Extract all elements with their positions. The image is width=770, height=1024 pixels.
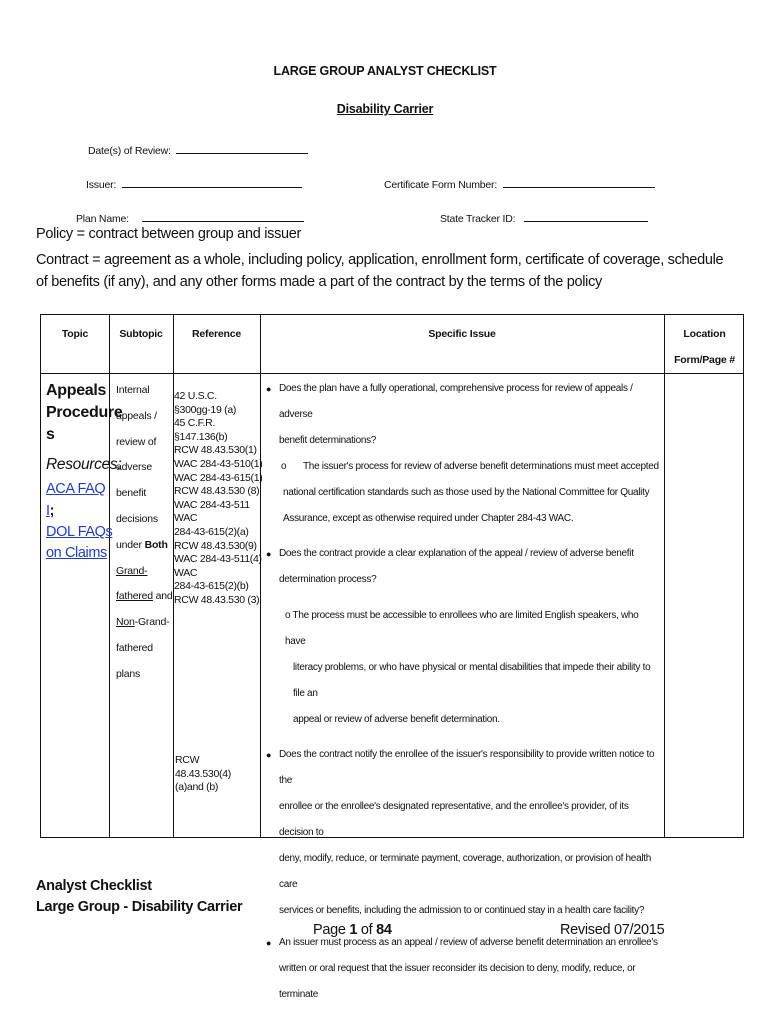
topic-title-line: Procedure — [46, 404, 123, 421]
reference-citations: 42 U.S.C. §300gg-19 (a) 45 C.F.R. §147.136(b) RCW 48.43.530(1) WAC 284-43-510(1) WAC 284-43-615(1) RCW 48.43.530 (8) WAC 284-43-511 WAC 284-43-615(2)(a) RCW 48.43.530(9) WAC 284-43-511(4) WAC 284-43-615(2)(b) RCW 48.43.530 (3) — [174, 390, 263, 606]
subtopic-line: decisions — [116, 512, 158, 525]
subtopic-line: fathered — [116, 641, 153, 654]
document-title: LARGE GROUP ANALYST CHECKLIST — [273, 64, 497, 78]
page-current: 1 — [349, 922, 358, 938]
certificate-form-number-label: Certificate Form Number: — [384, 179, 498, 191]
subtopic-both: Both — [144, 538, 168, 551]
subtopic-cell — [116, 378, 176, 688]
issue-bullet — [265, 930, 661, 1008]
issuer-field — [86, 176, 302, 191]
subtopic-line: plans — [116, 667, 141, 680]
subtopic-line: Internal — [116, 384, 150, 396]
page-prefix: Page — [313, 922, 350, 938]
resource-link-row — [46, 478, 116, 522]
footer-left — [36, 876, 242, 918]
issue-line: o The process must be accessible to enrollees who are limited English speakers, who have — [285, 610, 639, 647]
footer-checklist-name: Analyst Checklist — [36, 878, 152, 894]
dates-of-review-blank[interactable] — [176, 142, 308, 154]
header-divider — [41, 373, 743, 374]
topic-title-line: s — [46, 426, 55, 443]
plan-name-label: Plan Name: — [76, 213, 129, 225]
subtopic-line: review of — [116, 435, 157, 448]
issue-line: services or benefits, including the admission to or continued stay in a health care facility? — [279, 905, 645, 916]
issue-line: Does the contract notify the enrollee of the issuer's responsibility to provide written notice to the — [279, 749, 655, 786]
subtopic-grand: Grand- — [116, 564, 148, 577]
issue-line — [279, 454, 661, 480]
state-tracker-id-blank[interactable] — [524, 210, 648, 222]
issue-bullet — [265, 742, 661, 924]
column-header-topic: Topic — [61, 328, 89, 340]
bullet-icon: ● — [266, 938, 272, 948]
issue-subpoint — [265, 454, 661, 532]
subtopic-fathered: fathered — [116, 590, 153, 603]
specific-issue-cell — [265, 376, 661, 1008]
aca-faq-link[interactable]: ACA FAQ I — [46, 481, 106, 519]
document-subtitle: Disability Carrier — [336, 102, 434, 116]
revision-date: Revised 07/2015 — [560, 922, 665, 938]
subtopic-line — [116, 533, 176, 559]
column-divider — [664, 315, 665, 837]
certificate-form-number-field — [384, 176, 655, 191]
dol-faqs-link-continued[interactable]: on Claims — [46, 545, 107, 561]
issuer-blank[interactable] — [122, 176, 302, 188]
column-header-location: Location — [683, 328, 726, 340]
subtopic-line — [116, 610, 176, 636]
subtopic-non: Non — [116, 616, 135, 629]
issue-line: written or oral request that the issuer reconsider its decision to deny, modify, reduce, or terminate — [279, 963, 636, 1000]
issue-line: Assurance, except as otherwise required under Chapter 284-43 WAC. — [283, 513, 574, 524]
policy-definition: Policy = contract between group and issuer — [36, 226, 302, 242]
issue-bullet — [265, 376, 661, 454]
dates-of-review-field — [88, 142, 308, 157]
certificate-form-number-blank[interactable] — [503, 176, 655, 188]
issue-line: benefit determinations? — [279, 435, 377, 446]
issue-line: Does the plan have a fully operational, comprehensive process for review of appeals / adverse — [279, 383, 633, 420]
issue-subpoint — [265, 603, 661, 733]
issue-line: enrollee or the enrollee's designated representative, and the enrollee's provider, of its decision to — [279, 801, 629, 838]
column-header-reference: Reference — [192, 328, 241, 340]
column-header-subtopic: Subtopic — [119, 328, 163, 340]
page-total: 84 — [376, 922, 392, 938]
column-header-form-page: Form/Page # — [674, 354, 735, 366]
subtopic-line: appeals / — [116, 409, 157, 422]
issue-line-text: The issuer's process for review of adverse benefit determinations must meet accepted — [303, 461, 659, 472]
resources-label: Resources: — [46, 456, 122, 473]
subtopic-line — [116, 584, 176, 610]
subtopic-nongrand: -Grand- — [134, 616, 170, 629]
reference-citations-secondary: RCW 48.43.530(4) (a)and (b) — [175, 754, 231, 794]
subtopic-and: and — [152, 590, 173, 603]
issuer-label: Issuer: — [86, 179, 117, 191]
page-number — [313, 922, 392, 938]
page-of: of — [357, 922, 377, 938]
contract-definition: Contract = agreement as a whole, including policy, application, enrollment form, certificate of coverage, schedule of benefits (if any), and any other forms made a part of the contract by the terms of the policy — [36, 252, 724, 290]
topic-title-line: Appeals — [46, 382, 107, 399]
topic-cell — [46, 380, 123, 564]
dates-of-review-label: Date(s) of Review: — [88, 145, 171, 157]
issue-line: literacy problems, or who have physical or mental disabilities that impede their ability to file an — [293, 662, 651, 699]
bullet-icon: ● — [266, 549, 272, 559]
column-header-specific-issue: Specific Issue — [428, 328, 496, 340]
issue-bullet — [265, 541, 661, 593]
subtopic-line: benefit — [116, 487, 147, 500]
issue-line: deny, modify, reduce, or terminate payment, coverage, authorization, or provision of health care — [279, 853, 651, 890]
issue-line: determination process? — [279, 574, 377, 585]
subtopic-under: under — [116, 538, 145, 551]
dol-faqs-link[interactable]: DOL FAQs — [46, 524, 113, 540]
issue-line: national certification standards such as those used by the National Committee for Quality — [283, 487, 650, 498]
subtopic-line: adverse — [116, 461, 152, 474]
subpoint-marker: o — [281, 461, 287, 472]
footer-checklist-type: Large Group - Disability Carrier — [36, 899, 243, 915]
issue-line: appeal or review of adverse benefit determination. — [293, 714, 500, 725]
issue-line: An issuer must process as an appeal / review of adverse benefit determination an enrollee's — [279, 937, 658, 948]
plan-name-blank[interactable] — [142, 210, 304, 222]
bullet-icon: ● — [266, 384, 272, 394]
link-separator: ; — [49, 503, 55, 519]
issue-line: Does the contract provide a clear explanation of the appeal / review of adverse benefit — [279, 548, 634, 559]
state-tracker-id-label: State Tracker ID: — [440, 213, 516, 225]
bullet-icon: ● — [266, 750, 272, 760]
